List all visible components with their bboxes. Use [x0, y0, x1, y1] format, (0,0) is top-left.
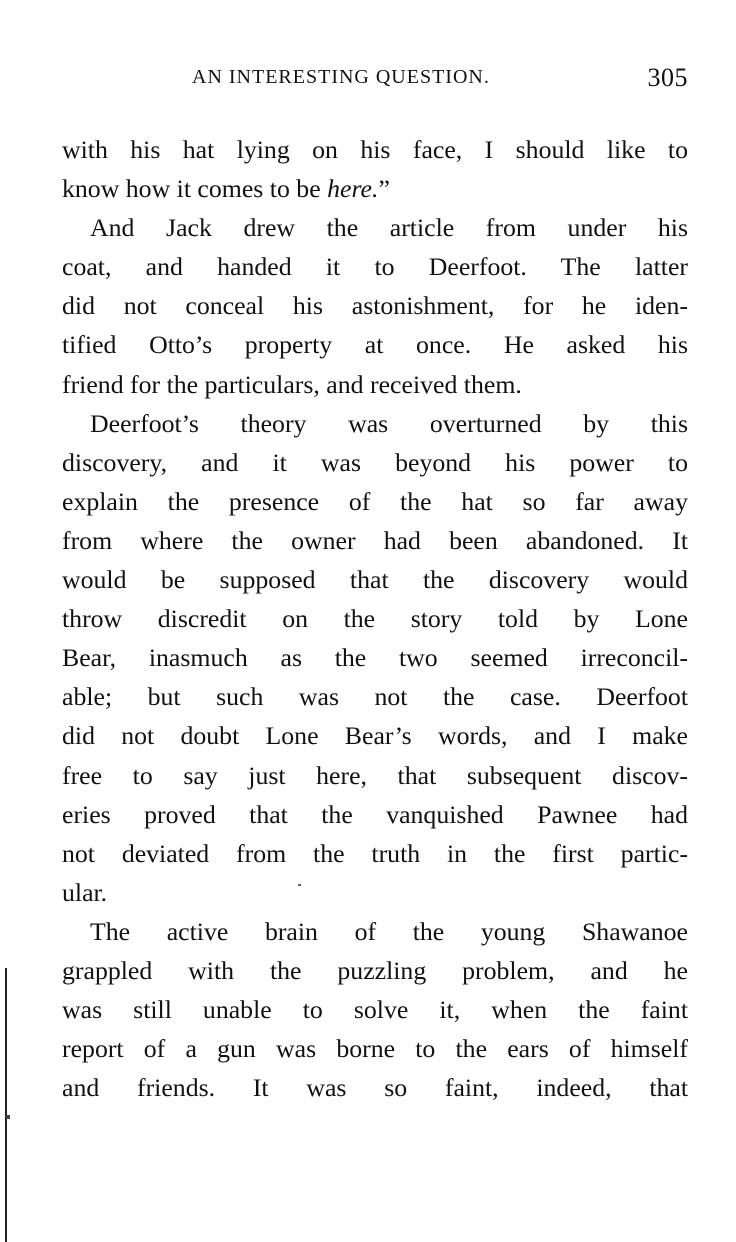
text-line — [62, 169, 688, 208]
text-line — [62, 1068, 688, 1107]
body-text — [62, 130, 688, 1107]
text-line — [62, 795, 688, 834]
text-line-content: able; but such was not the case. Deerfoot — [62, 682, 688, 712]
text-line — [62, 482, 688, 521]
text-line — [62, 247, 688, 286]
text-line-content: free to say just here, that subsequent discov- — [62, 760, 688, 790]
text-line — [62, 873, 688, 912]
text-line-content: tified Otto’s property at once. He asked his — [62, 330, 688, 360]
text-line-content: did not doubt Lone Bear’s words, and I make — [62, 721, 688, 751]
text-line-content: grappled with the puzzling problem, and he — [62, 955, 688, 985]
text-line-content: and friends. It was so faint, indeed, that — [62, 1073, 688, 1103]
text-line-content: report of a gun was borne to the ears of himself — [62, 1034, 688, 1064]
text-line — [62, 716, 688, 755]
text-line-content: eries proved that the vanquished Pawnee had — [62, 799, 688, 829]
scan-gutter-tick — [6, 1115, 10, 1119]
emphasized-word: here. — [327, 174, 379, 204]
text-line — [62, 404, 688, 443]
text-line — [62, 990, 688, 1029]
text-line — [62, 286, 688, 325]
text-line-content: would be supposed that the discovery would — [62, 565, 688, 595]
text-line-content: And Jack drew the article from under his — [90, 213, 688, 243]
text-line-content: explain the presence of the hat so far away — [62, 486, 688, 516]
text-line-content: Bear, inasmuch as the two seemed irreconcil- — [62, 643, 688, 673]
text-line — [62, 834, 688, 873]
text-line — [62, 325, 688, 364]
page-number: 305 — [647, 63, 688, 92]
text-line — [62, 443, 688, 482]
text-line — [62, 365, 688, 404]
text-line-content: with his hat lying on his face, I should like to — [62, 135, 688, 164]
running-head — [192, 63, 688, 98]
scan-speck — [298, 884, 301, 886]
text-line-content: coat, and handed it to Deerfoot. The latter — [62, 252, 688, 282]
text-line-content: throw discredit on the story told by Lone — [62, 604, 688, 634]
text-line-content: not deviated from the truth in the first partic- — [62, 838, 688, 868]
running-title: AN INTERESTING QUESTION. — [192, 66, 490, 88]
closing-quote: ” — [378, 174, 390, 204]
text-line — [62, 1029, 688, 1068]
text-line — [62, 560, 688, 599]
text-line-content: friend for the particulars, and received them. — [62, 369, 522, 399]
text-line — [62, 130, 688, 169]
text-line — [62, 638, 688, 677]
text-line — [62, 677, 688, 716]
text-line — [62, 521, 688, 560]
scan-gutter-line — [5, 968, 7, 1242]
text-line-content: ular. — [62, 877, 108, 907]
text-line-content: know how it comes to be — [62, 174, 328, 204]
text-line — [62, 756, 688, 795]
text-line — [62, 208, 688, 247]
text-line-content: from where the owner had been abandoned. It — [62, 525, 688, 555]
text-line-content: did not conceal his astonishment, for he iden- — [62, 291, 688, 321]
text-line — [62, 912, 688, 951]
text-line-content: was still unable to solve it, when the faint — [62, 995, 688, 1025]
text-line-content: Deerfoot’s theory was overturned by this — [90, 408, 688, 438]
text-line — [62, 951, 688, 990]
text-line — [62, 599, 688, 638]
text-line-content: The active brain of the young Shawanoe — [90, 916, 688, 946]
text-line-content: discovery, and it was beyond his power to — [62, 447, 688, 477]
